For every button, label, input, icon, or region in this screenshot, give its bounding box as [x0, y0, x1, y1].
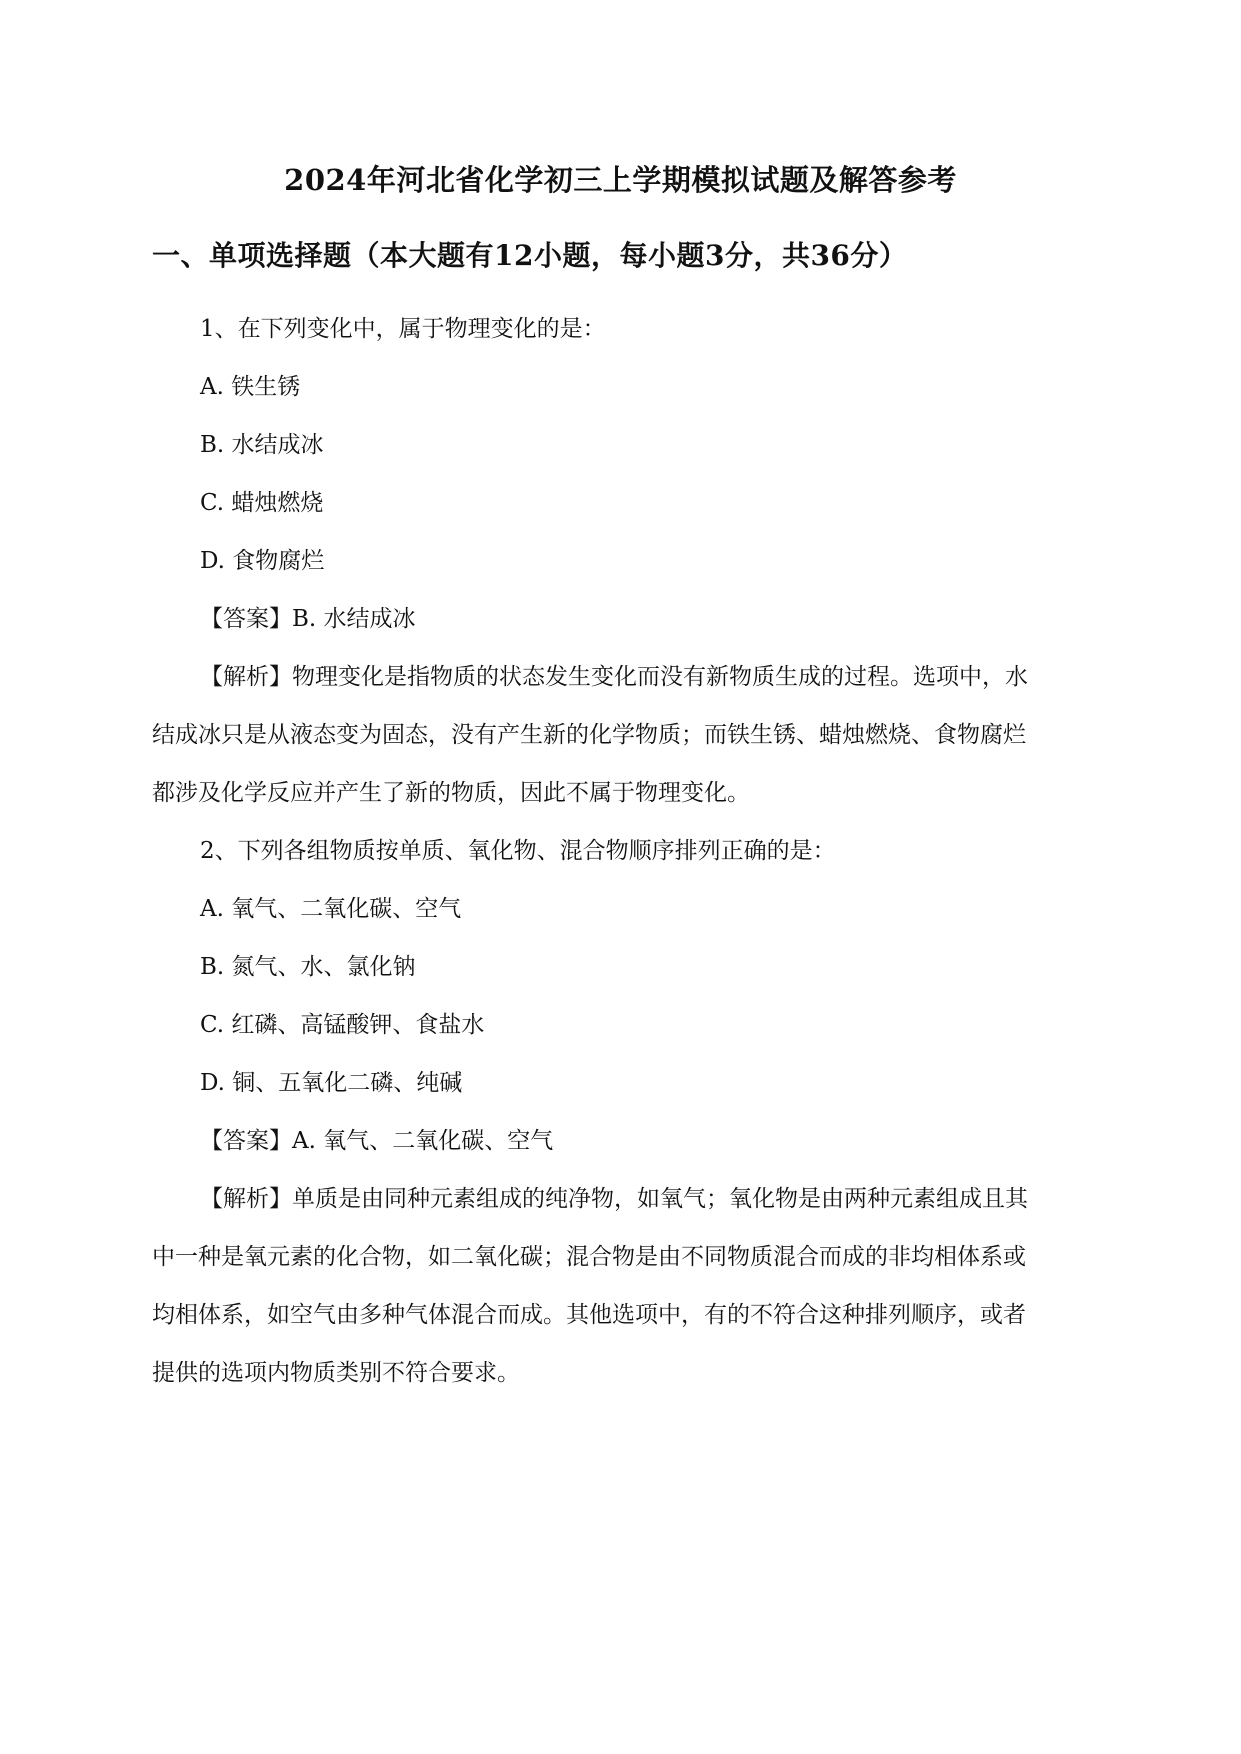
question-2-analysis-line-1: [200, 1184, 1028, 1214]
question-1-answer: [200, 604, 416, 634]
question-1-analysis-line-2: 结成冰只是从液态变为固态，没有产生新的化学物质；而铁生锈、蜡烛燃烧、食物腐烂: [152, 722, 1026, 748]
analysis-text: 物理变化是指物质的状态发生变化而没有新物质生成的过程。选项中，水: [292, 664, 1028, 690]
question-2-option-d: D. 铜、五氧化二磷、纯碱: [200, 1070, 463, 1096]
question-1-analysis-line-3: 都涉及化学反应并产生了新的物质，因此不属于物理变化。: [152, 780, 750, 806]
question-2-option-b: B. 氮气、水、氯化钠: [200, 954, 416, 980]
question-1-stem: 1、在下列变化中，属于物理变化的是：: [200, 316, 606, 342]
question-1-option-b: B. 水结成冰: [200, 432, 324, 458]
question-1-option-d: D. 食物腐烂: [200, 548, 325, 574]
question-2-analysis-line-4: 提供的选项内物质类别不符合要求。: [152, 1360, 520, 1386]
question-2-analysis-line-3: 均相体系，如空气由多种气体混合而成。其他选项中，有的不符合这种排列顺序，或者: [152, 1302, 1026, 1328]
answer-label: 【答案】: [200, 1128, 292, 1154]
answer-value: B. 水结成冰: [292, 606, 416, 632]
question-2-stem: 2、下列各组物质按单质、氧化物、混合物顺序排列正确的是：: [200, 838, 836, 864]
section-heading: 一、单项选择题（本大题有12小题，每小题3分，共36分）: [152, 239, 908, 272]
analysis-label: 【解析】: [200, 1186, 292, 1212]
analysis-label: 【解析】: [200, 664, 292, 690]
question-2-option-a: A. 氧气、二氧化碳、空气: [200, 896, 462, 922]
question-1-analysis-line-1: [200, 662, 1028, 692]
question-1-option-c: C. 蜡烛燃烧: [200, 490, 324, 516]
document-title: 2024年河北省化学初三上学期模拟试题及解答参考: [284, 163, 957, 197]
question-1-option-a: A. 铁生锈: [200, 374, 301, 400]
question-2-option-c: C. 红磷、高锰酸钾、食盐水: [200, 1012, 485, 1038]
answer-value: A. 氧气、二氧化碳、空气: [292, 1128, 554, 1154]
answer-label: 【答案】: [200, 606, 292, 632]
analysis-text: 单质是由同种元素组成的纯净物，如氧气；氧化物是由两种元素组成且其: [292, 1186, 1028, 1212]
question-2-answer: [200, 1126, 553, 1156]
question-2-analysis-line-2: 中一种是氧元素的化合物，如二氧化碳；混合物是由不同物质混合而成的非均相体系或: [152, 1244, 1026, 1270]
